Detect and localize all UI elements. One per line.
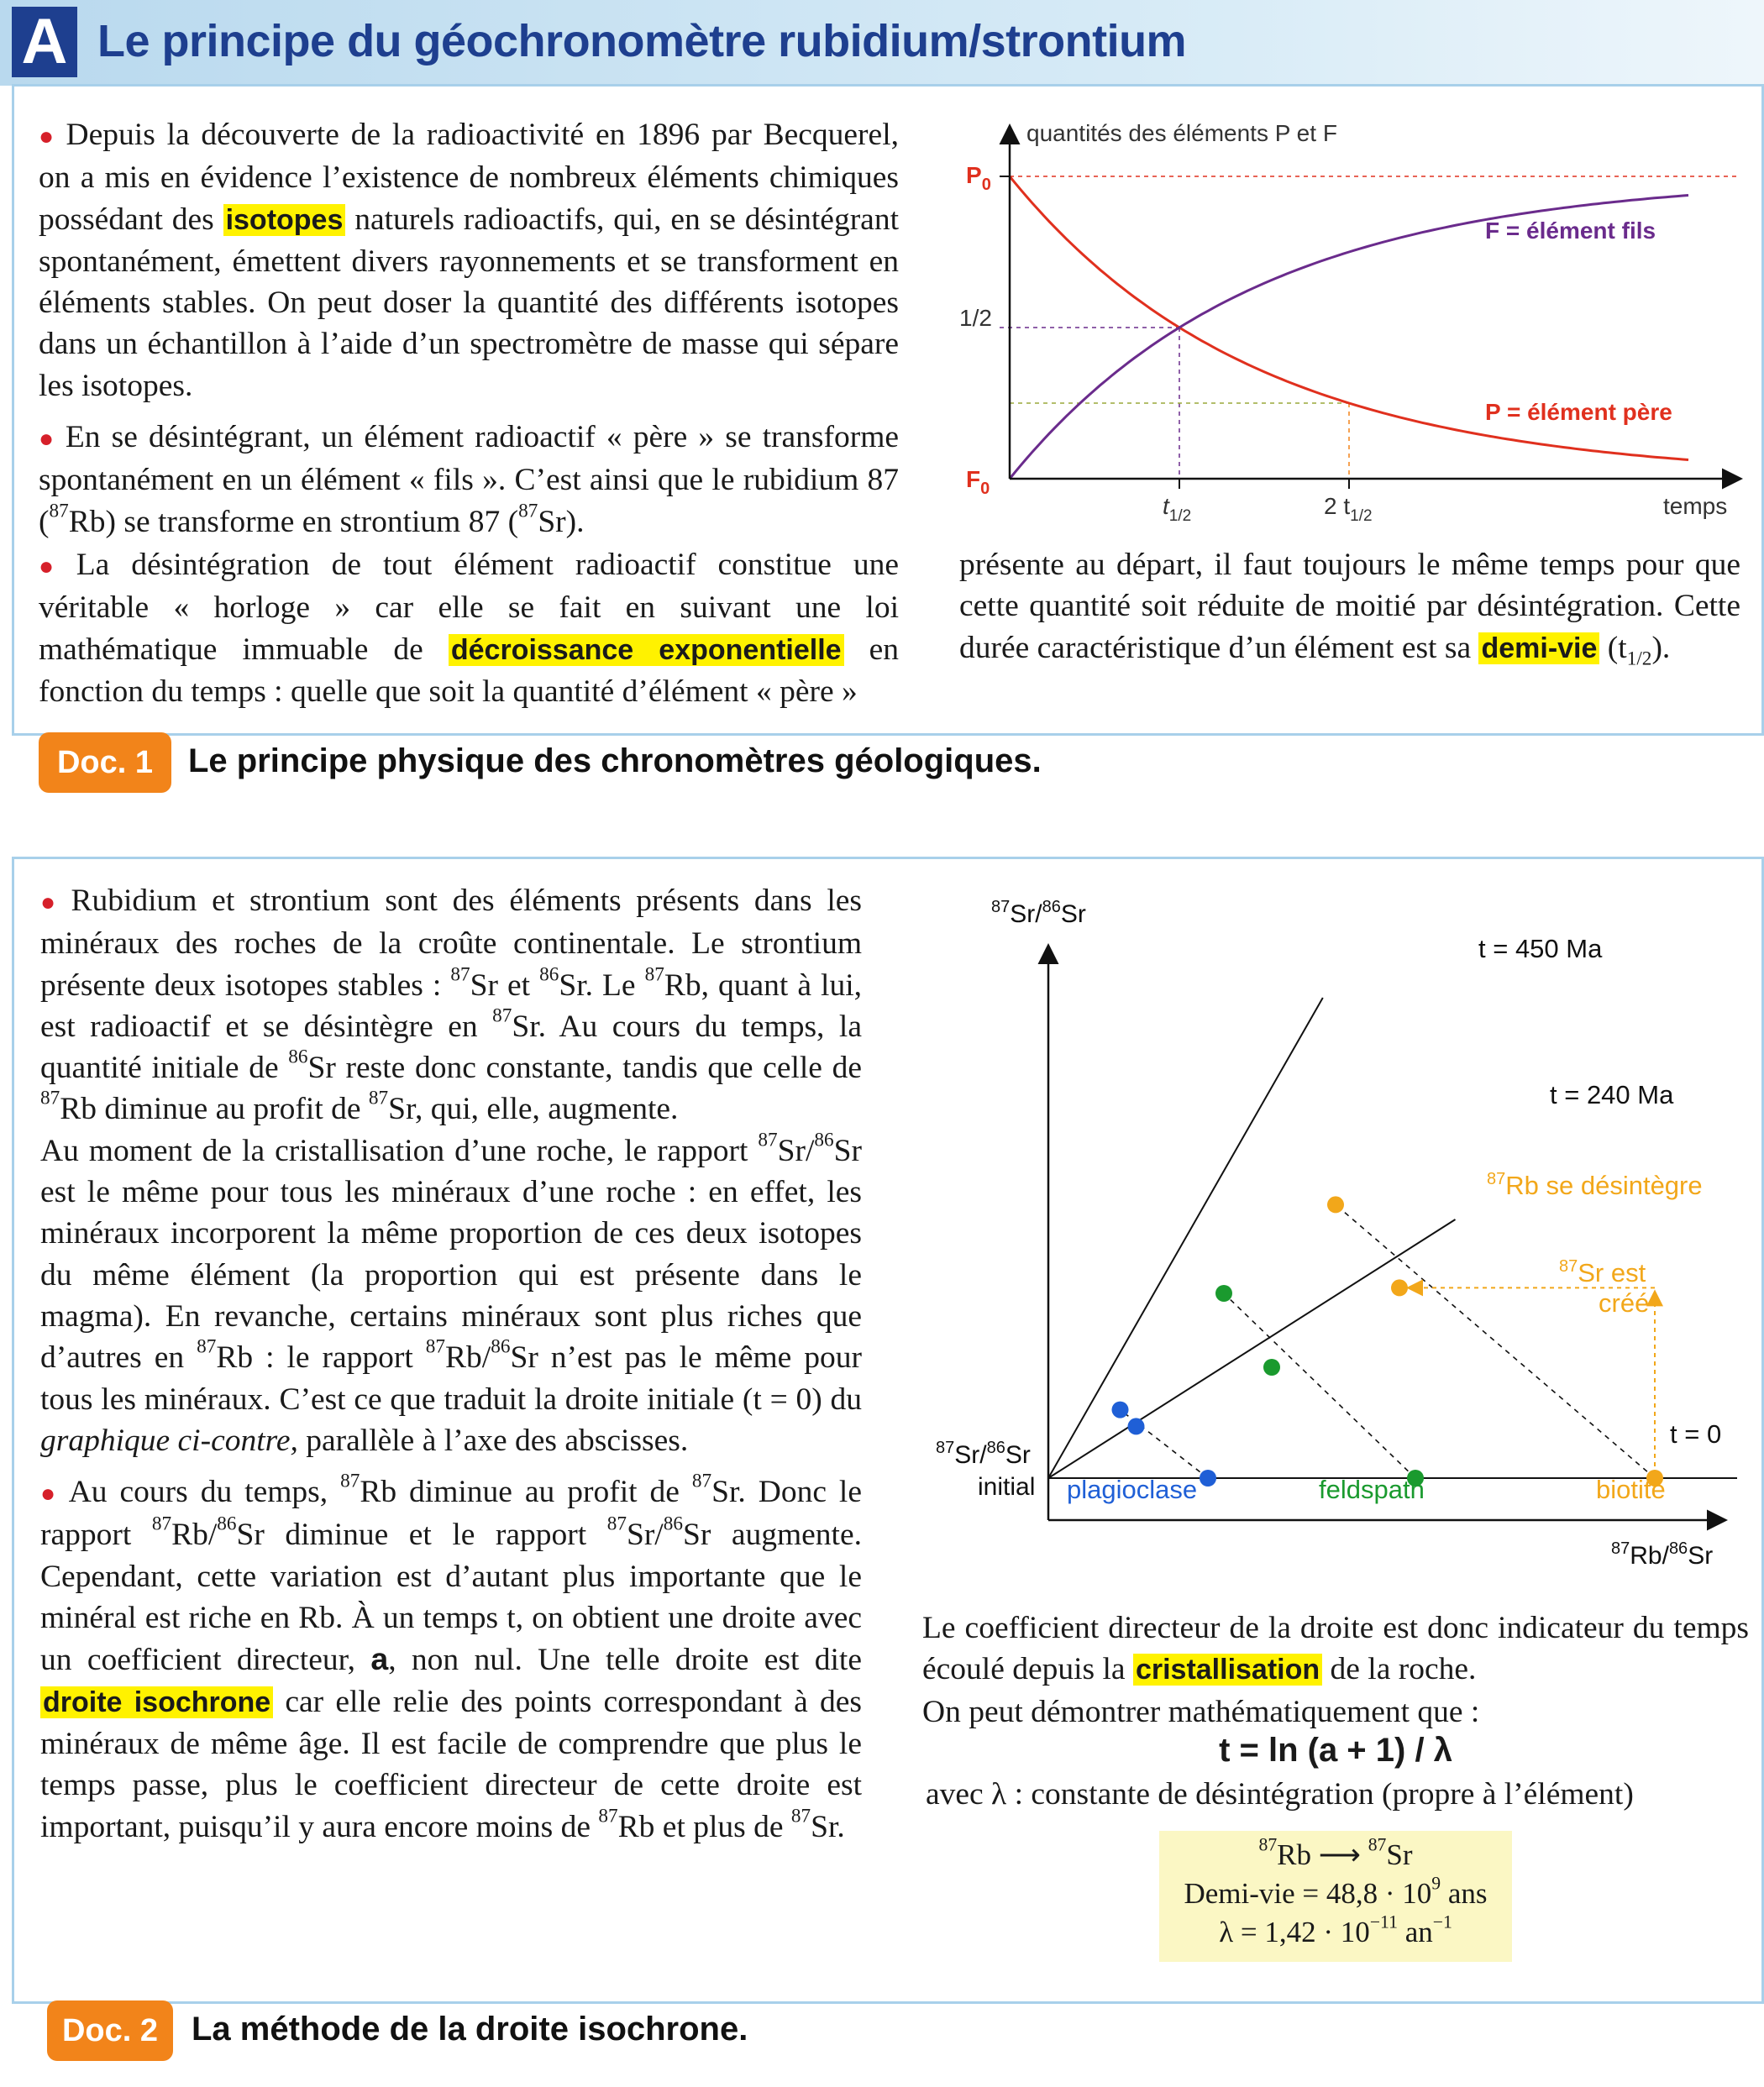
tick-2t-half: 2 $t_{1/2}$ — [1324, 493, 1373, 525]
mineral-plagioclase: plagioclase — [1067, 1475, 1198, 1504]
tick-half: 1/2 — [959, 305, 992, 331]
series-label-f: F = élément fils — [1485, 218, 1656, 244]
doc2-paragraph-2: ● Au cours du temps, $^{87}$Rb diminue au profit de $^{87}$Sr. Donc le rapport $^{87}$Rb/$^{86}$Sr diminue et le rapport $^{87}$Sr/$^{86}$Sr augmente. Cependant, cette variation est d’autant plus importante que le minéral est riche en Rb. À un temps t, on obtient une droite avec un coefficient directeur, a, non nul. Une telle droite est dite droite isochrone car elle relie des points correspondant à des minéraux de même âge. Il est facile de comprendre que plus le temps passe, plus le coefficient directeur de cette droite est important, puisqu’il y aura encore moins de $^{87}$Rb et plus de $^{87}$Sr. — [40, 1470, 862, 1844]
initial-ratio-label: $^{87}$Sr/$^{86}$Sr — [936, 1439, 1031, 1469]
keyword-demi-vie: demi-vie — [1478, 632, 1599, 664]
decay-chart — [932, 109, 1747, 529]
tick-f0: $F_0$ — [966, 466, 990, 498]
doc2-title: La méthode de la droite isochrone. — [192, 2011, 748, 2048]
section-letter: A — [12, 7, 77, 77]
point-plagioclase-240 — [1128, 1418, 1145, 1434]
x-axis-label: $^{87}$Rb/$^{86}$Sr — [1611, 1539, 1714, 1570]
mineral-biotite: biotite — [1596, 1475, 1666, 1504]
keyword-cristallisation: cristallisation — [1133, 1654, 1322, 1686]
bullet-icon: ● — [40, 889, 63, 916]
decay-equation: $^{87}$Rb ⟶ $^{87}$Sr — [1258, 1834, 1413, 1871]
line-label-240: t = 240 Ma — [1550, 1080, 1674, 1109]
arrow-icon: ⟶ — [1318, 1838, 1361, 1871]
line-label-450: t = 450 Ma — [1478, 934, 1603, 963]
isochron-chart — [924, 882, 1756, 1579]
isochron-line-450 — [1048, 998, 1323, 1478]
bullet-icon: ● — [39, 553, 68, 580]
bullet-icon: ● — [40, 1480, 60, 1508]
annotation-rb: $^{87}$Rb se désintègre — [1487, 1170, 1703, 1200]
doc1-badge: Doc. 1 — [39, 732, 171, 793]
lambda-value: $\lambda = 1,42 \cdot 10^{-11}$ $an^{-1}$ — [1219, 1911, 1452, 1948]
lambda-definition: avec λ : constante de désintégration (propre à l’élément) — [926, 1777, 1634, 1812]
rb-sr-data-box — [1159, 1831, 1512, 1962]
age-formula: t = ln (a + 1) / λ — [1219, 1732, 1452, 1769]
point-plagioclase-450 — [1112, 1402, 1129, 1418]
doc1-paragraph-1: ● Depuis la découverte de la radioactivité en 1896 par Becquerel, on a mis en évidence l’existence de nombreux éléments chimiques possédant des isotopes naturels radioactifs, qui, en se désintégrant spontanément, émettent divers rayonnements et se transforment en éléments stables. On peut doser la quantité des différents isotopes dans un échantillon à l’aide d’un spectromètre de masse qui sépare les isotopes. — [39, 118, 899, 403]
tick-p0: $P_0$ — [966, 162, 991, 194]
point-biotite-240 — [1391, 1279, 1408, 1296]
doc1-paragraph-3-continued: présente au départ, il faut toujours le même temps pour que cette quantité soit réduite de moitié par désintégration. Cette durée caractéristique d’un élément est sa demi-vie $(t_{1/2})$. — [959, 548, 1740, 670]
annotation-sr: $^{87}$Sr est — [1559, 1257, 1646, 1287]
half-life: Demi-vie = $48,8 \cdot 10^9$ ans — [1184, 1873, 1488, 1910]
doc1-text-left — [39, 114, 899, 553]
isochron-line-240 — [1048, 1219, 1456, 1478]
section-header — [0, 0, 1764, 86]
section-title: Le principe du géochronomètre rubidium/strontium — [97, 16, 1187, 66]
evolution-path-biotite — [1336, 1204, 1655, 1478]
point-biotite-450 — [1327, 1196, 1344, 1213]
keyword-droite-isochrone: droite isochrone — [40, 1686, 273, 1718]
doc2-text-left — [40, 880, 862, 1858]
annotation-sr-2: créé — [1599, 1288, 1650, 1318]
doc2-badge: Doc. 2 — [47, 2000, 173, 2061]
y-axis-label: $^{87}$Sr/$^{86}$Sr — [991, 898, 1086, 928]
keyword-isotopes: isotopes — [223, 204, 346, 236]
line-label-t0: t = 0 — [1670, 1419, 1722, 1449]
point-plagioclase-t0 — [1200, 1470, 1216, 1487]
point-feldspath-450 — [1215, 1285, 1232, 1302]
evolution-path-feldspath — [1224, 1293, 1415, 1478]
x-axis-label: temps — [1663, 493, 1728, 519]
bullet-icon: ● — [39, 123, 58, 150]
mineral-feldspath: feldspath — [1319, 1475, 1425, 1504]
bullet-icon: ● — [39, 425, 57, 454]
tick-t-half: $t_{1/2}$ — [1163, 493, 1192, 525]
doc2-paragraph-1: ● Rubidium et strontium sont des éléments présents dans les minéraux des roches de la croûte continentale. Le strontium présente deux isotopes stables : $^{87}$Sr et $^{86}$Sr. Le $^{87}$Rb, quant à lui, est radioactif et se désintègre en $^{87}$Sr. Au cours du temps, la quantité initiale de $^{86}$Sr reste donc constante, tandis que celle de $^{87}$Rb diminue au profit de $^{87}$Sr, qui, elle, augmente. Au moment de la cristallisation d’une roche, le rapport $^{87}$Sr/$^{86}$Sr est le même pour tous les minéraux d’une roche : en effet, les minéraux incorporent la même proportion de ces deux isotopes du même élément (la proportion qui est présente dans le magma). En revanche, certains minéraux sont plus riches que d’autres en $^{87}$Rb : le rapport $^{87}$Rb/$^{86}$Sr n’est pas le même pour tous les minéraux. C’est ce que traduit la droite initiale (t = 0) du graphique ci-contre, parallèle à l’axe des abscisses. — [40, 884, 862, 1458]
y-axis-label: quantités des éléments P et F — [1026, 120, 1337, 146]
keyword-decroissance: décroissance exponentielle — [449, 634, 844, 666]
doc1-title: Le principe physique des chronomètres géologiques. — [188, 742, 1042, 779]
doc1-paragraph-3: ● La désintégration de tout élément radioactif constitue une véritable « horloge » car elle se fait en suivant une loi mathématique immuable de décroissance exponentielle en fonction du temps : quelle que soit la quantité d’élément « père » — [39, 548, 900, 709]
doc2-text-right: Le coefficient directeur de la droite est donc indicateur du temps écoulé depuis la cristallisation de la roche. On peut démontrer mathématiquement que : — [922, 1611, 1749, 1729]
doc1-paragraph-2: ● En se désintégrant, un élément radioactif « père » se transforme spontanément en un élément « fils ». C’est ainsi que le rubidium 87 ($^{87}$Rb) se transforme en strontium 87 ($^{87}$Sr). — [39, 420, 900, 539]
initial-label: initial — [978, 1473, 1036, 1501]
series-label-p: P = élément père — [1485, 399, 1672, 425]
point-feldspath-240 — [1263, 1359, 1280, 1376]
